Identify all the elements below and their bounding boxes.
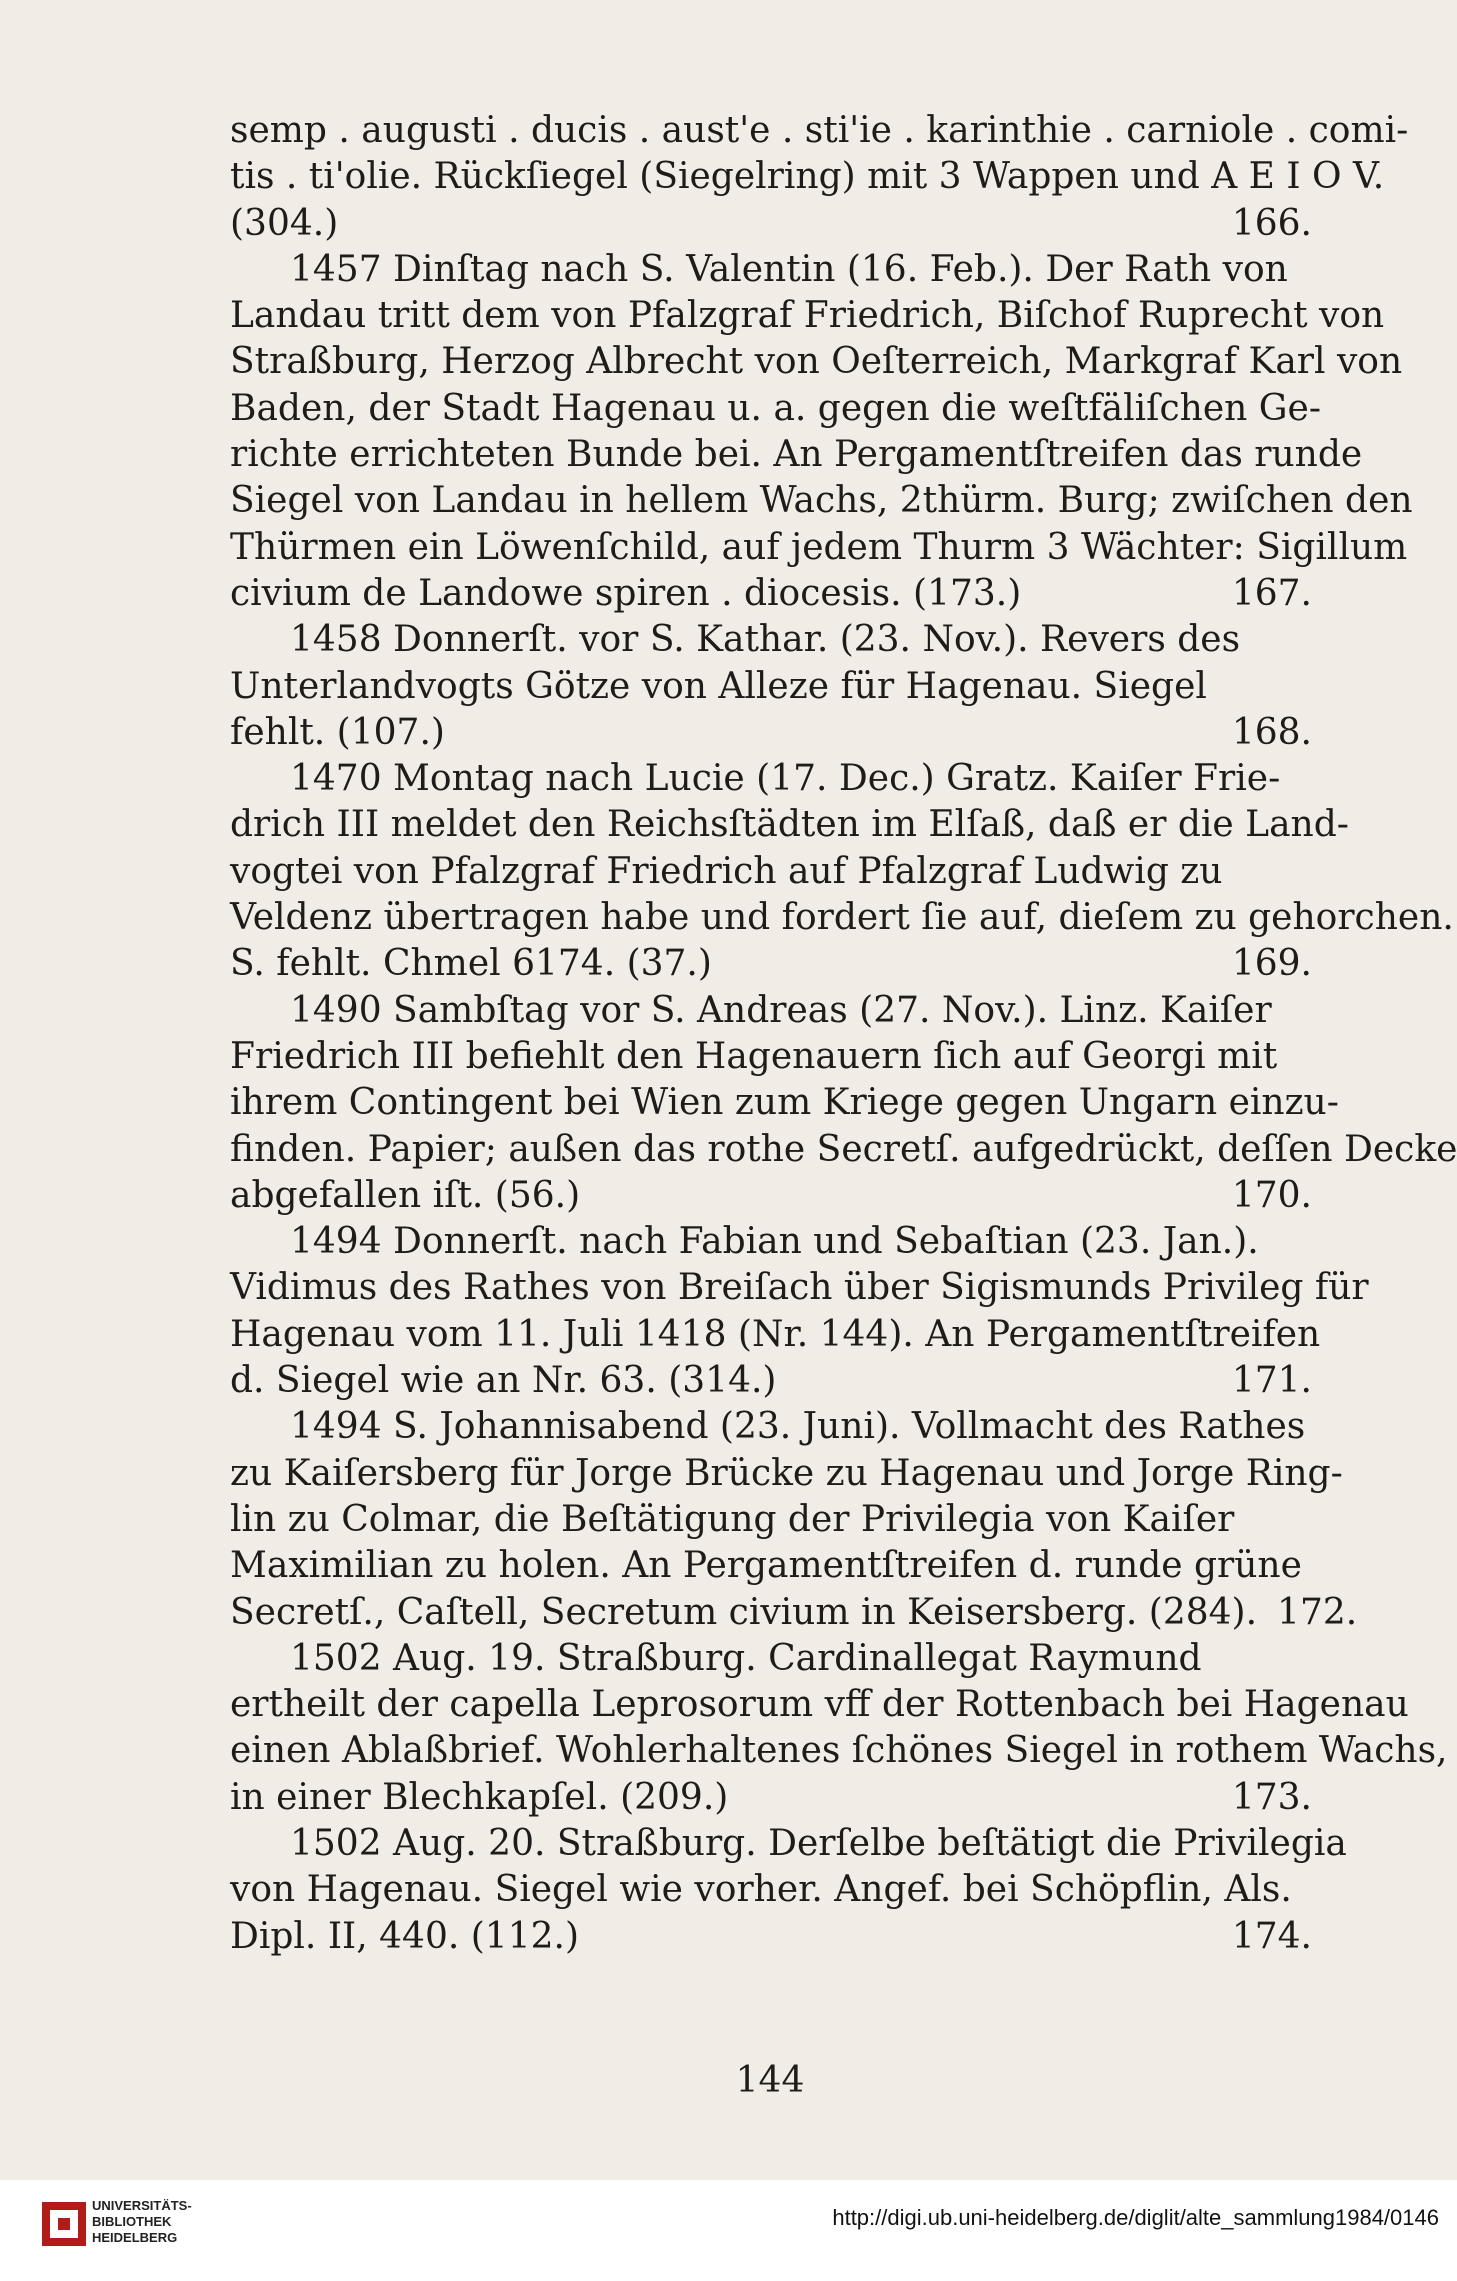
text-line xyxy=(230,1682,1409,1728)
line-text: 1470 Montag nach Lucie (17. Dec.) Gratz. Kaiſer Frie- xyxy=(290,758,1281,800)
text-line xyxy=(230,432,1363,478)
line-text: zu Kaiſersberg für Jorge Brücke zu Hagenau und Jorge Ring- xyxy=(230,1452,1343,1494)
text-line xyxy=(230,108,1409,154)
text-line xyxy=(230,756,1312,802)
text-line xyxy=(230,1497,1312,1543)
text-line xyxy=(230,1590,1358,1636)
line-text: Veldenz übertragen habe und fordert ſie auf, dieſem zu gehorchen. xyxy=(230,897,1454,939)
text-line xyxy=(230,802,1349,848)
line-text: 1502 Aug. 19. Straßburg. Cardinallegat Raymund xyxy=(290,1637,1202,1679)
text-line xyxy=(230,1127,1457,1173)
text-line xyxy=(230,386,1321,432)
line-text: von Hagenau. Siegel wie vorher. Angef. bei Schöpflin, Als. xyxy=(230,1869,1292,1911)
text-line xyxy=(230,617,1312,663)
line-text: 1502 Aug. 20. Straßburg. Derſelbe beſtätigt die Privilegia xyxy=(290,1822,1347,1864)
library-logo-icon xyxy=(40,2200,88,2248)
text-line xyxy=(230,1404,1312,1450)
line-text: Landau tritt dem von Pfalzgraf Friedrich, Biſchof Ruprecht von xyxy=(230,295,1385,337)
text-line xyxy=(230,201,1312,247)
line-text: Thürmen ein Löwenſchild, auf jedem Thurm 3 Wächter: Sigillum xyxy=(230,526,1408,568)
line-text: 1494 S. Johannisabend (23. Juni). Vollmacht des Rathes xyxy=(290,1406,1306,1448)
entry-number: 168. xyxy=(1231,711,1312,753)
text-line xyxy=(230,1080,1339,1126)
text-line xyxy=(230,1914,1312,1960)
line-text: d. Siegel wie an Nr. 63. (314.) xyxy=(230,1360,777,1402)
line-text: Unterlandvogts Götze von Alleze für Hagenau. Siegel xyxy=(230,665,1207,707)
page-number: 144 xyxy=(735,2060,805,2101)
line-text: fehlt. (107.) xyxy=(230,711,445,753)
entry-number: 173. xyxy=(1231,1776,1312,1818)
line-text: ertheilt der capella Leprosorum vff der Rottenbach bei Hagenau xyxy=(230,1684,1409,1726)
text-line xyxy=(230,1543,1312,1589)
text-line xyxy=(230,1358,1312,1404)
line-text: einen Ablaßbrief. Wohlerhaltenes ſchönes Siegel in rothem Wachs, xyxy=(230,1730,1448,1772)
line-text: 1457 Dinſtag nach S. Valentin (16. Feb.). Der Rath von xyxy=(290,248,1288,290)
text-line xyxy=(230,293,1385,339)
library-name-line: HEIDELBERG xyxy=(92,2230,178,2245)
line-text: in einer Blechkapſel. (209.) xyxy=(230,1776,729,1818)
entry-number: 167. xyxy=(1231,572,1312,614)
text-line xyxy=(230,1451,1343,1497)
line-text: Maximilian zu holen. An Pergamentſtreifen d. runde grüne xyxy=(230,1545,1302,1587)
text-line xyxy=(230,154,1385,200)
source-url-link[interactable]: http://digi.ub.uni-heidelberg.de/diglit/alte_sammlung1984/0146 xyxy=(832,2205,1439,2230)
text-line xyxy=(230,1219,1312,1265)
text-line xyxy=(230,710,1312,756)
line-text: Baden, der Stadt Hagenau u. a. gegen die weſtfäliſchen Ge- xyxy=(230,387,1321,429)
line-text: S. fehlt. Chmel 6174. (37.) xyxy=(230,943,712,985)
entry-number: 169. xyxy=(1231,943,1312,985)
page-text xyxy=(230,108,1457,1960)
text-line xyxy=(230,1034,1312,1080)
text-line xyxy=(230,525,1408,571)
text-line xyxy=(230,247,1312,293)
line-text: lin zu Colmar, die Beſtätigung der Privilegia von Kaiſer xyxy=(230,1498,1235,1540)
text-line xyxy=(230,988,1312,1034)
text-line xyxy=(230,1728,1448,1774)
line-text: Straßburg, Herzog Albrecht von Oeſterreich, Markgraf Karl von xyxy=(230,341,1403,383)
library-name-line: UNIVERSITÄTS- xyxy=(92,2198,192,2213)
line-text: Friedrich III befiehlt den Hagenauern ſich auf Georgi mit xyxy=(230,1035,1278,1077)
text-line xyxy=(230,1821,1347,1867)
text-line xyxy=(230,941,1312,987)
line-text: Dipl. II, 440. (112.) xyxy=(230,1915,579,1957)
line-text: richte errichteten Bunde bei. An Pergamentſtreifen das runde xyxy=(230,434,1363,476)
line-text: 1494 Donnerſt. nach Fabian und Sebaſtian (23. Jan.). xyxy=(290,1221,1259,1263)
text-line xyxy=(230,1173,1312,1219)
text-line xyxy=(230,895,1454,941)
entry-number: 172. xyxy=(1277,1591,1358,1633)
library-name xyxy=(92,2198,192,2246)
entry-number: 174. xyxy=(1231,1915,1312,1957)
text-line xyxy=(230,478,1413,524)
line-text: Secretſ., Caſtell, Secretum civium in Keisersberg. (284). xyxy=(230,1591,1258,1633)
library-name-line: BIBLIOTHEK xyxy=(92,2214,172,2229)
text-line xyxy=(230,571,1312,617)
line-text: finden. Papier; außen das rothe Secretſ. aufgedrückt, deſſen Decke xyxy=(230,1128,1457,1170)
text-line xyxy=(230,1867,1312,1913)
text-line xyxy=(230,1775,1312,1821)
line-text: drich III meldet den Reichsſtädten im Elſaß, daß er die Land- xyxy=(230,804,1349,846)
line-text: Hagenau vom 11. Juli 1418 (Nr. 144). An Pergamentſtreifen xyxy=(230,1313,1321,1355)
line-text: vogtei von Pfalzgraf Friedrich auf Pfalzgraf Ludwig zu xyxy=(230,850,1223,892)
entry-number: 166. xyxy=(1231,202,1312,244)
line-text: Siegel von Landau in hellem Wachs, 2thürm. Burg; zwiſchen den xyxy=(230,480,1413,522)
line-text: civium de Landowe spiren . diocesis. (173.) xyxy=(230,572,1022,614)
text-line xyxy=(230,1636,1312,1682)
line-text: (304.) xyxy=(230,202,339,244)
line-text: ihrem Contingent bei Wien zum Kriege gegen Ungarn einzu- xyxy=(230,1082,1339,1124)
text-line xyxy=(230,339,1403,385)
text-line xyxy=(230,849,1312,895)
line-text: abgefallen iſt. (56.) xyxy=(230,1174,581,1216)
line-text: 1490 Sambſtag vor S. Andreas (27. Nov.). Linz. Kaiſer xyxy=(290,989,1272,1031)
line-text: semp . augusti . ducis . aust'e . sti'ie . karinthie . carniole . comi- xyxy=(230,110,1409,151)
entry-number: 170. xyxy=(1231,1174,1312,1216)
text-line xyxy=(230,1312,1321,1358)
text-line xyxy=(230,664,1312,710)
line-text: 1458 Donnerſt. vor S. Kathar. (23. Nov.). Revers des xyxy=(290,619,1241,661)
text-line xyxy=(230,1265,1369,1311)
line-text: Vidimus des Rathes von Breiſach über Sigismunds Privileg für xyxy=(230,1267,1369,1309)
entry-number: 171. xyxy=(1231,1360,1312,1402)
line-text: tis . ti'olie. Rückſiegel (Siegelring) mit 3 Wappen und A E I O V. xyxy=(230,156,1385,198)
